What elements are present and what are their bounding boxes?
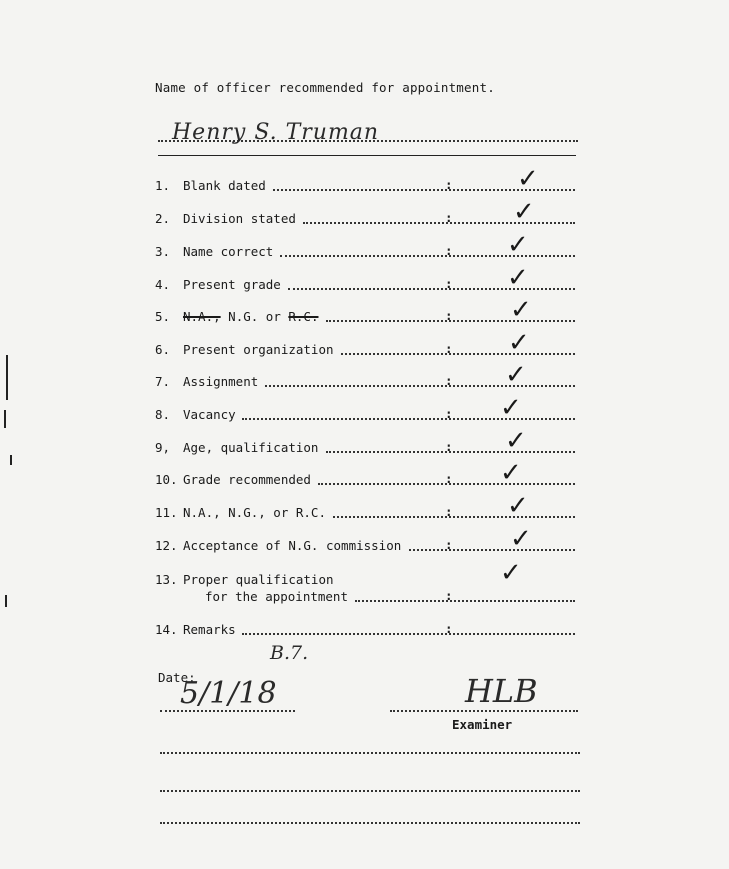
header-rule — [158, 155, 576, 156]
column-separator: : — [445, 177, 453, 192]
officer-name: Henry S. Truman — [172, 120, 380, 145]
checklist-item — [155, 197, 575, 231]
column-separator: : — [445, 537, 453, 552]
check-mark-icon: ✓ — [507, 230, 529, 260]
examiner-dotted-line — [390, 710, 578, 712]
checklist-item — [155, 426, 575, 460]
item-number: 10. — [155, 472, 178, 487]
item-number: 1. — [155, 178, 171, 193]
item-label-part: N.G. or — [220, 309, 289, 324]
item-number: 4. — [155, 277, 171, 292]
column-separator: : — [445, 588, 453, 603]
check-mark-icon: ✓ — [505, 360, 527, 390]
scan-mark — [10, 455, 12, 465]
date-dotted-line — [160, 710, 295, 712]
check-mark-icon: ✓ — [507, 491, 529, 521]
checklist-item — [155, 622, 575, 642]
check-mark-icon: ✓ — [510, 524, 532, 554]
item-number: 6. — [155, 342, 171, 357]
blank-line — [160, 822, 580, 824]
item-label: Present grade — [183, 277, 281, 292]
date-label: Date: — [158, 670, 196, 685]
item-number: 7. — [155, 374, 171, 389]
item-label: Present organization — [183, 342, 334, 357]
column-separator: : — [445, 373, 453, 388]
check-mark-icon: ✓ — [500, 458, 522, 488]
item-label: Name correct — [183, 244, 274, 259]
check-mark-icon: ✓ — [510, 295, 532, 325]
checklist-item — [155, 558, 575, 604]
checklist-item — [155, 360, 575, 394]
blank-line — [160, 752, 580, 754]
remarks-initials: B.7. — [270, 642, 309, 664]
checklist-item — [155, 164, 575, 198]
form-heading: Name of officer recommended for appointment. — [155, 80, 495, 95]
item-label: Blank dated — [183, 178, 266, 193]
date-value: 5/1/18 — [180, 676, 277, 711]
item-label-part: N.A., — [183, 309, 221, 324]
checklist-item — [155, 328, 575, 362]
check-mark-icon: ✓ — [500, 558, 522, 588]
column-separator: : — [445, 210, 453, 225]
examiner-initials: HLB — [465, 672, 538, 710]
checklist-item — [155, 295, 575, 329]
item-number: 9, — [155, 440, 171, 455]
item-label-part: R.C. — [288, 309, 319, 324]
scan-mark — [4, 410, 6, 428]
dotted-leader — [341, 353, 575, 355]
item-number: 12. — [155, 538, 178, 553]
dotted-leader — [242, 418, 575, 420]
check-mark-icon: ✓ — [508, 328, 530, 358]
item-number: 2. — [155, 211, 171, 226]
column-separator: : — [445, 621, 453, 636]
dotted-leader — [265, 385, 575, 387]
dotted-leader — [333, 516, 575, 518]
dotted-leader — [355, 600, 575, 602]
item-label-continued: for the appointment — [205, 589, 348, 604]
checklist-item — [155, 230, 575, 264]
item-number: 11. — [155, 505, 178, 520]
column-separator: : — [445, 243, 453, 258]
blank-line — [160, 790, 580, 792]
item-label: Grade recommended — [183, 472, 311, 487]
item-label — [183, 309, 318, 324]
item-number: 13. — [155, 572, 178, 587]
dotted-leader — [242, 633, 575, 635]
checklist-item — [155, 458, 575, 492]
item-label: Assignment — [183, 374, 259, 389]
dotted-leader — [409, 549, 575, 551]
checklist-item — [155, 393, 575, 427]
item-number: 14. — [155, 622, 178, 637]
item-label: Age, qualification — [183, 440, 319, 455]
item-number: 5. — [155, 309, 171, 324]
column-separator: : — [445, 276, 453, 291]
examiner-label: Examiner — [452, 717, 513, 732]
checklist-item — [155, 491, 575, 525]
column-separator: : — [445, 341, 453, 356]
item-number: 8. — [155, 407, 171, 422]
item-label: Acceptance of N.G. commission — [183, 538, 402, 553]
item-label: Vacancy — [183, 407, 236, 422]
officer-name-line — [158, 120, 578, 150]
checklist-item — [155, 524, 575, 558]
column-separator: : — [445, 471, 453, 486]
item-number: 3. — [155, 244, 171, 259]
scan-mark — [6, 355, 8, 400]
column-separator: : — [445, 504, 453, 519]
check-mark-icon: ✓ — [513, 197, 535, 227]
check-mark-icon: ✓ — [505, 426, 527, 456]
column-separator: : — [445, 439, 453, 454]
checklist-item — [155, 263, 575, 297]
item-label: Remarks — [183, 622, 236, 637]
column-separator: : — [445, 406, 453, 421]
item-label: N.A., N.G., or R.C. — [183, 505, 326, 520]
item-label: Division stated — [183, 211, 296, 226]
item-label: Proper qualification — [183, 572, 334, 587]
dotted-leader — [288, 288, 575, 290]
dotted-leader — [280, 255, 575, 257]
check-mark-icon: ✓ — [500, 393, 522, 423]
column-separator: : — [445, 308, 453, 323]
check-mark-icon: ✓ — [507, 263, 529, 293]
scan-mark — [5, 595, 7, 607]
check-mark-icon: ✓ — [517, 164, 539, 194]
